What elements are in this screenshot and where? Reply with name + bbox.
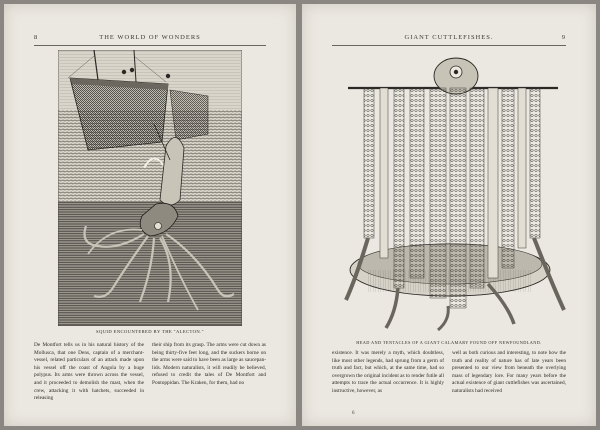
left-paragraph-2: their ship from its grasp. The arms were cut down as being thirty-five feet long, and the suckers borne on the arms were said to have been as large as saucepan-lids. Modern naturalists, it will readily be believed, refused to credit the tales of De Montfort and Pontoppidan. The Kraken, for them, had no (152, 342, 266, 386)
left-page (4, 4, 296, 426)
right-running-title: GIANT CUTTLEFISHES. (404, 34, 494, 41)
left-paragraph-1: De Montfort tells us in his natural history of the Mollusca, that one Dens, captain of a merchant-vessel, related particulars of an attack made upon his vessel off the coast of Angola by a huge polypus. Its arms were thrown across the vessel, and it proceeded to demolish the mast, when the crew, attacking it with hatchets, succeeded in releasing (34, 342, 144, 402)
right-column-2 (452, 350, 566, 408)
right-header-rule (332, 45, 566, 46)
right-caption: HEAD AND TENTACLES OF A GIANT CALAMARY FOUND OFF NEWFOUNDLAND. (356, 340, 542, 345)
left-column-2 (152, 342, 266, 418)
right-running-head (332, 34, 566, 44)
squid-engraving (58, 50, 242, 326)
left-column-1 (34, 342, 144, 418)
left-running-head (34, 34, 266, 44)
right-folio: 6 (352, 411, 355, 416)
right-paragraph-2: well as both curious and interesting, to note how the truth and reality of nature has of late years been presented to our view from beneath the overlying mass of legendary lore. For many years before the actual existence of giant cuttlefishes was ascertained, naturalists had received (452, 350, 566, 394)
right-paragraph-1: existence. It was merely a myth, which doubtless, like most other legends, had sprung from a germ of truth and fact, but which, at the same time, had so overgrown the original incident as to render futile all attempts to trace the actual occurrence. It is highly instructive, however, as (332, 350, 444, 394)
left-header-rule (34, 45, 266, 46)
left-caption: SQUID ENCOUNTERED BY THE "ALECTON." (96, 329, 204, 334)
right-column-1 (332, 350, 444, 408)
right-page (302, 4, 596, 426)
left-running-title: THE WORLD OF WONDERS (99, 34, 201, 41)
calamary-engraving (338, 48, 574, 334)
right-page-number: 9 (561, 34, 566, 41)
left-page-number: 8 (34, 34, 39, 41)
